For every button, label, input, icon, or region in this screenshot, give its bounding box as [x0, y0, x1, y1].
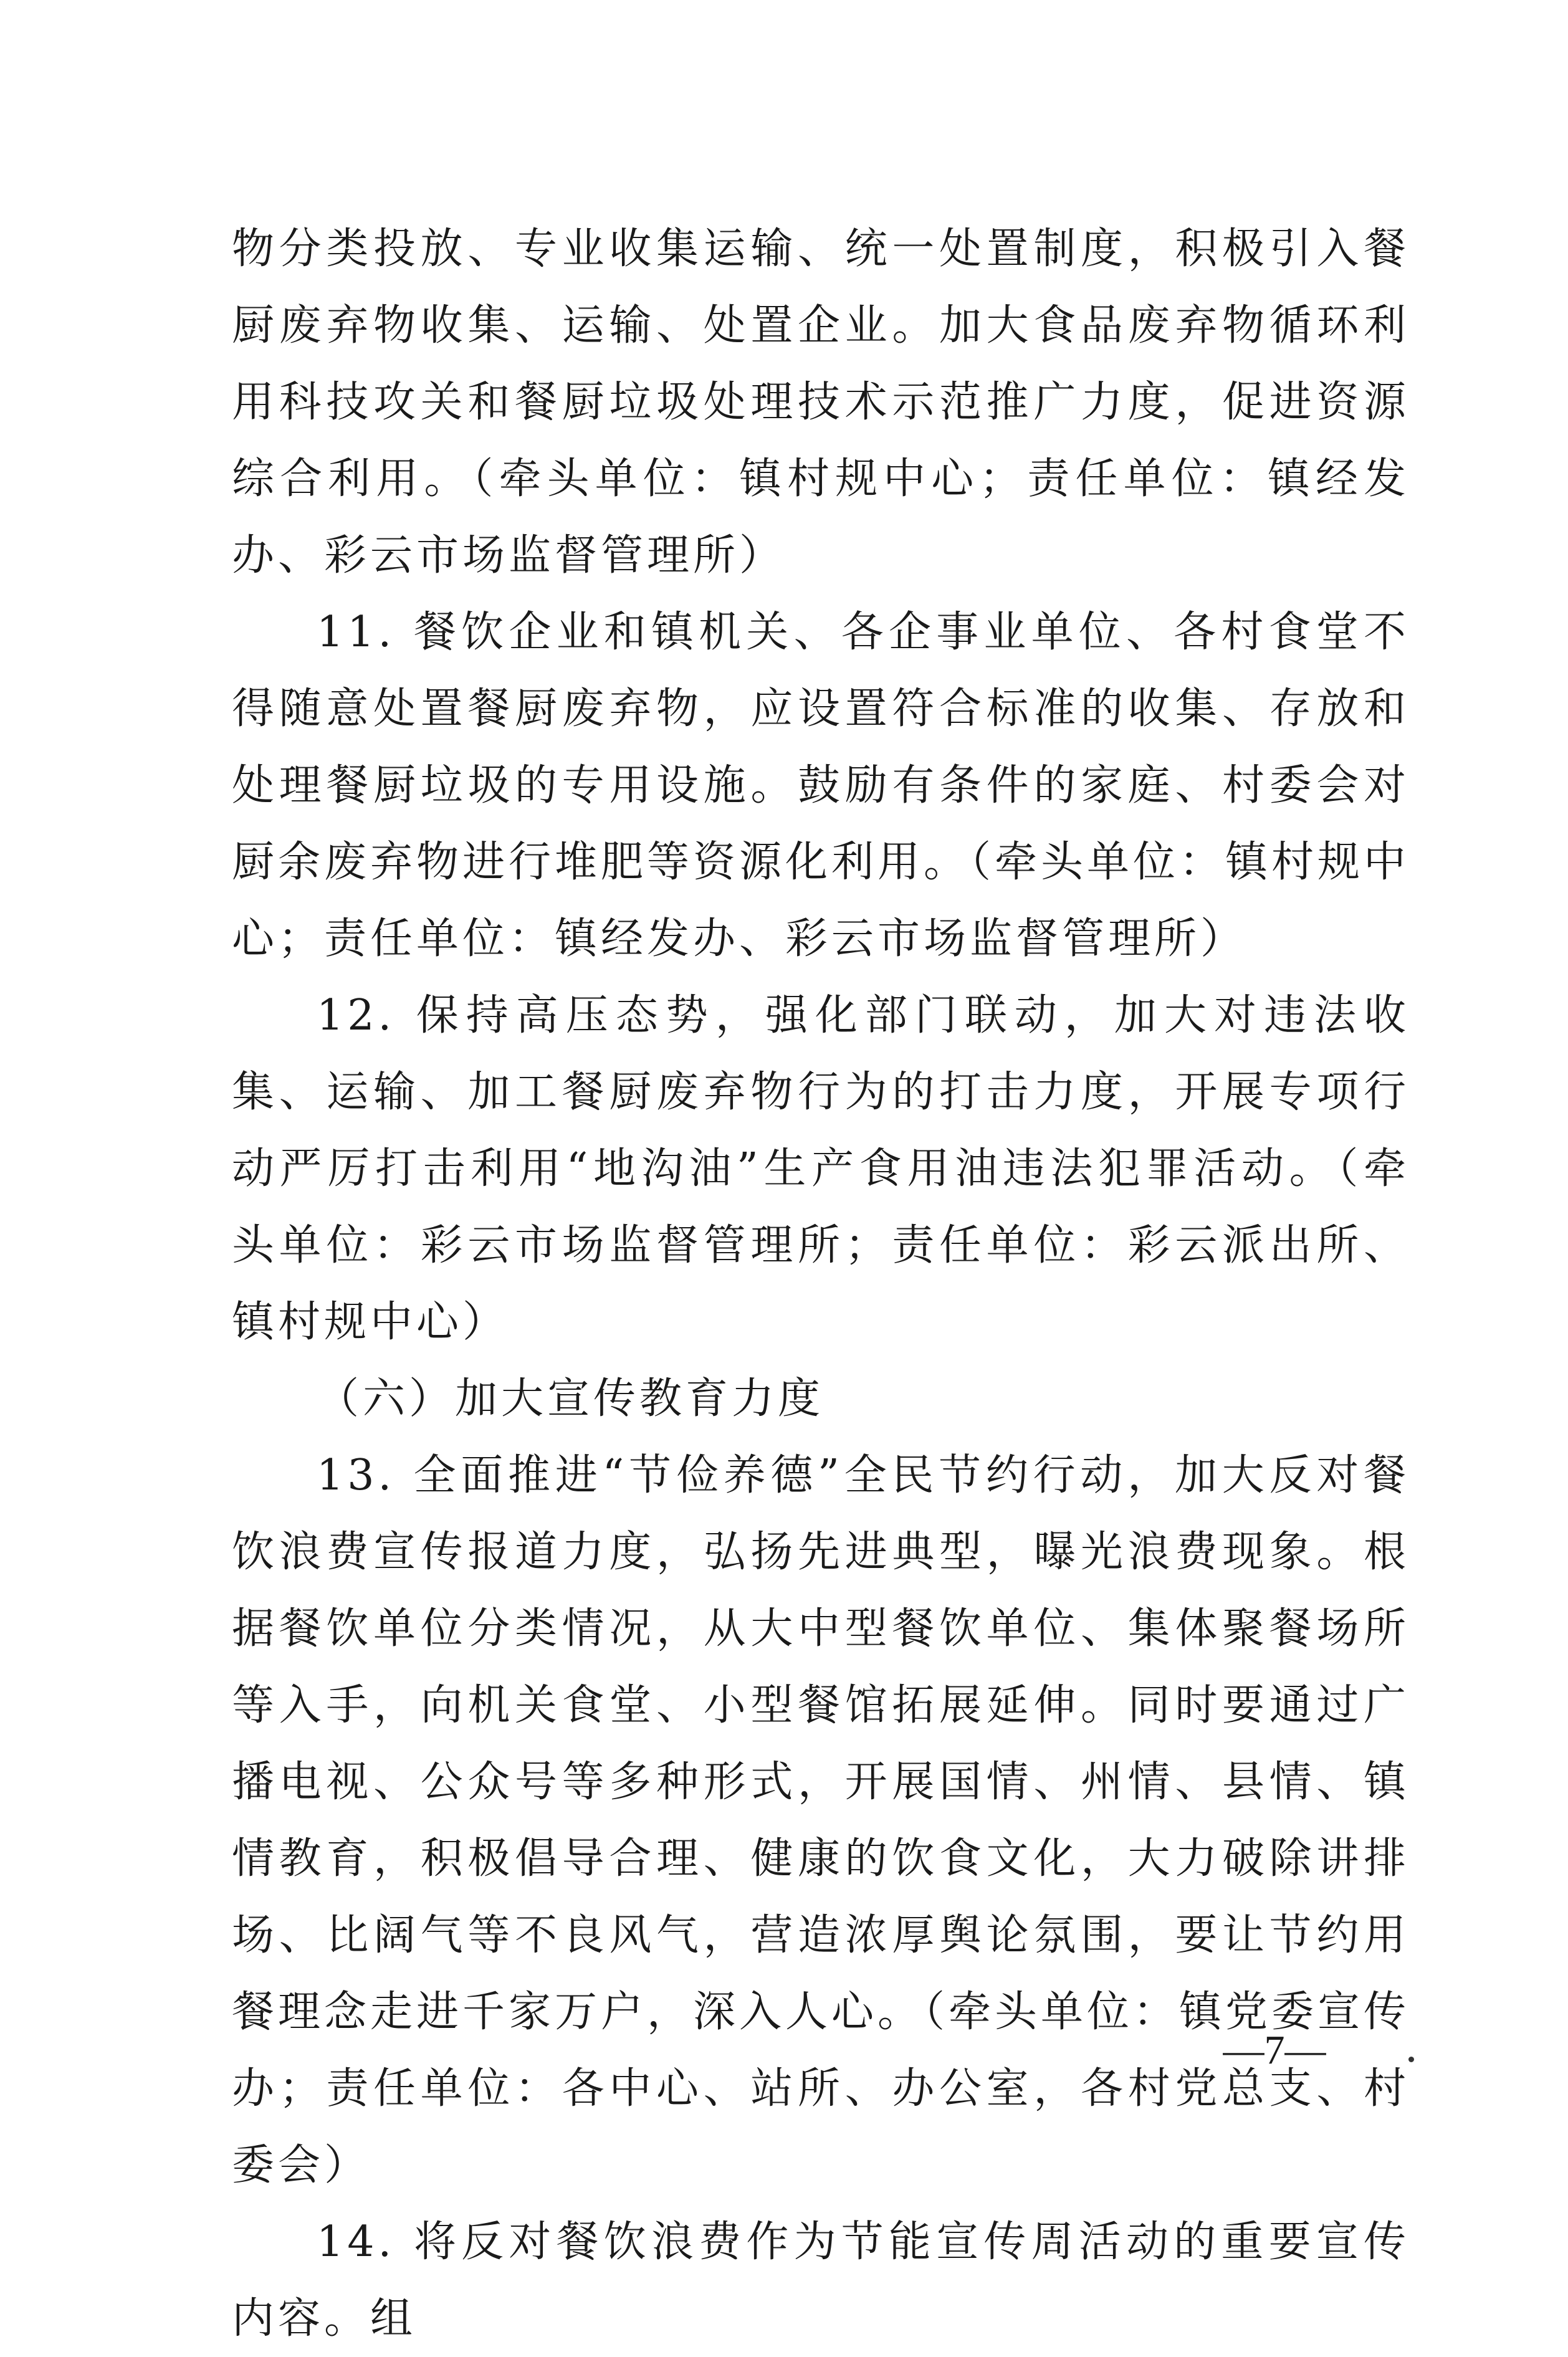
scan-speck [1408, 2057, 1414, 2062]
page-number: —7— [1223, 2027, 1326, 2073]
paragraph-item-11: 11. 餐饮企业和镇机关、各企事业单位、各村食堂不得随意处置餐厨废弃物，应设置符合标准的收集、存放和处理餐厨垃圾的专用设施。鼓励有条件的家庭、村委会对厨余废弃物进行堆肥等资源化利用。（牵头单位：镇村规中心；责任单位：镇经发办、彩云市场监督管理所） [232, 608, 1410, 963]
paragraph-item-14: 14. 将反对餐饮浪费作为节能宣传周活动的重要宣传内容。组 [232, 2217, 1410, 2343]
paragraph-continuation: 物分类投放、专业收集运输、统一处置制度，积极引入餐厨废弃物收集、运输、处置企业。加大食品废弃物循环利用科技攻关和餐厨垃圾处理技术示范推广力度，促进资源综合利用。（牵头单位：镇村规中心；责任单位：镇经发办、彩云市场监督管理所） [232, 224, 1410, 580]
paragraph-item-13: 13. 全面推进“节俭养德”全民节约行动，加大反对餐饮浪费宣传报道力度，弘扬先进典型，曝光浪费现象。根据餐饮单位分类情况，从大中型餐饮单位、集体聚餐场所等入手，向机关食堂、小型餐馆拓展延伸。同时要通过广播电视、公众号等多种形式，开展国情、州情、县情、镇情教育，积极倡导合理、健康的饮食文化，大力破除讲排场、比阔气等不良风气，营造浓厚舆论氛围，要让节约用餐理念走进千家万户，深入人心。（牵头单位：镇党委宣传办；责任单位：各中心、站所、办公室，各村党总支、村委会） [232, 1451, 1410, 2190]
section-heading-6: （六）加大宣传教育力度 [317, 1374, 825, 1423]
paragraph-item-12: 12. 保持高压态势，强化部门联动，加大对违法收集、运输、加工餐厨废弃物行为的打击力度，开展专项行动严厉打击利用“地沟油”生产食用油违法犯罪活动。（牵头单位：彩云市场监督管理所；责任单位：彩云派出所、镇村规中心） [232, 991, 1410, 1347]
